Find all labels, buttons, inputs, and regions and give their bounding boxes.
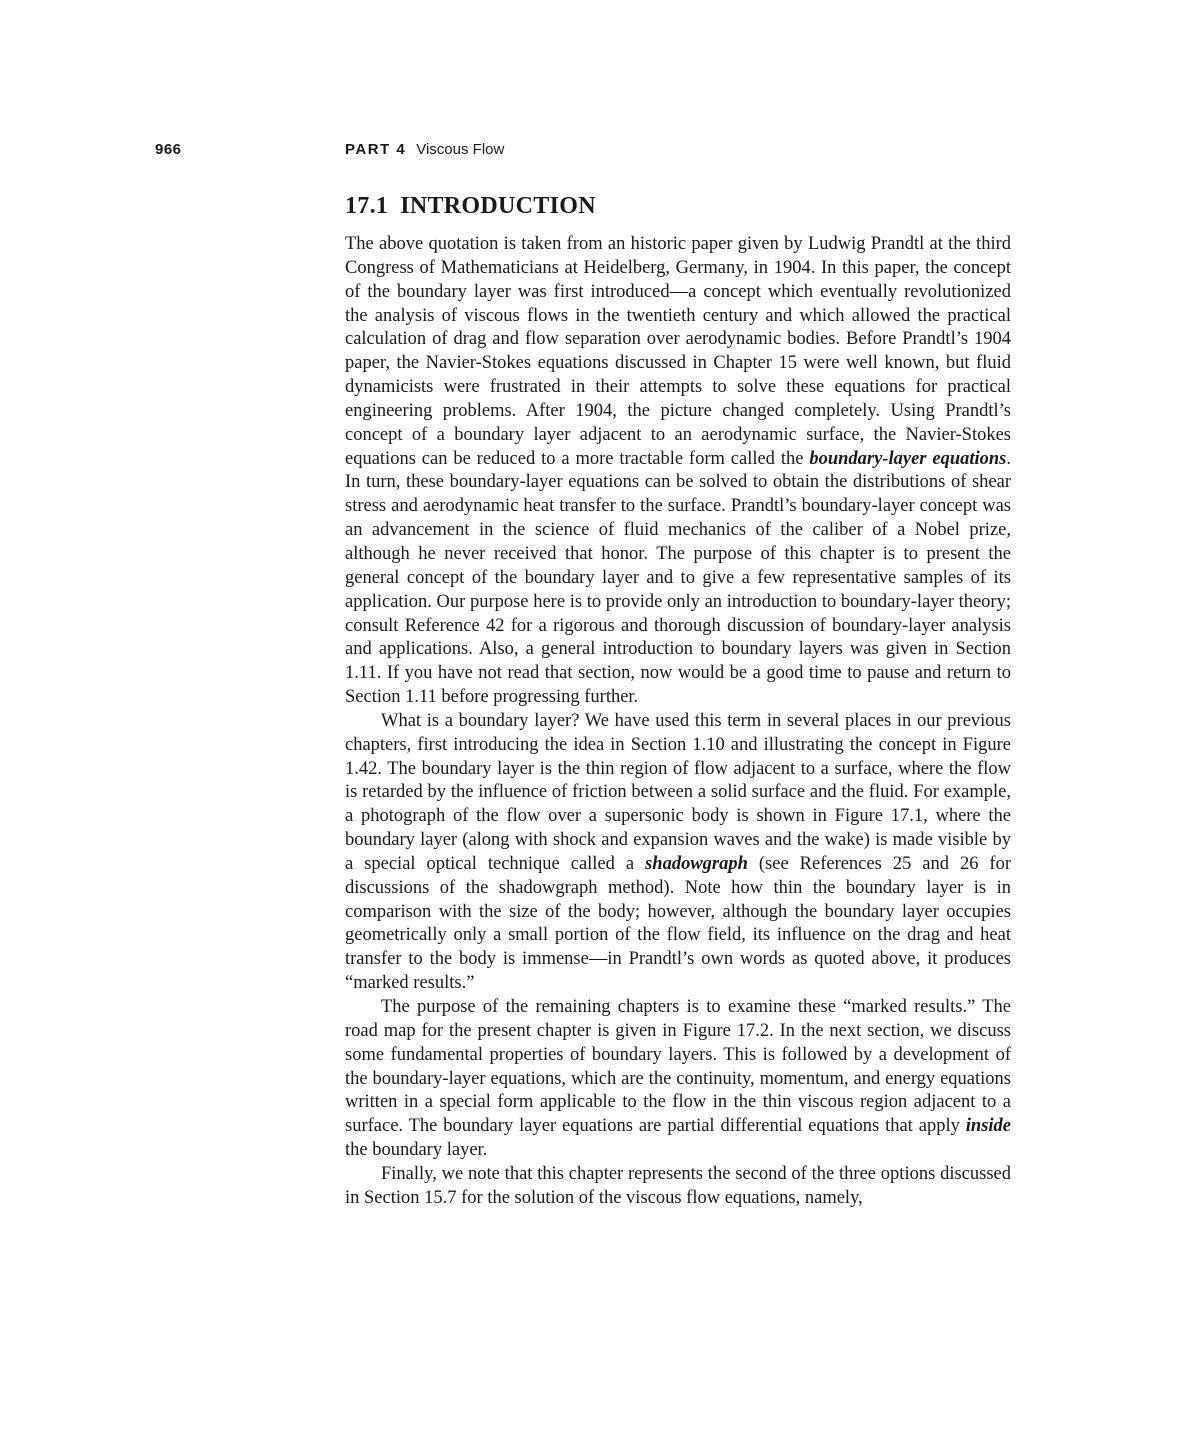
- paragraph-2: [345, 710, 1011, 996]
- section-title: INTRODUCTION: [400, 193, 596, 219]
- page-number: 966: [155, 141, 182, 158]
- paragraph-1: [345, 233, 1011, 710]
- part-title: Viscous Flow: [416, 141, 505, 158]
- paragraph-4: [345, 1163, 1011, 1211]
- paragraph-2-text-a: What is a boundary layer? We have used this term in several places in our previous chapters, first introducing the idea in Section 1.10 and illustrating the concept in Figure 1.42. The boundary layer is the thin region of flow adjacent to a surface, where the flow is retarded by the influence of friction between a solid surface and the fluid. For example, a photograph of the flow over a supersonic body is shown in Figure 17.1, where the boundary layer (along with shock and expansion waves and the wake) is made visible by a special optical technique called a: [345, 710, 1011, 874]
- body-text: [345, 233, 1011, 1211]
- paragraph-4-text: Finally, we note that this chapter represents the second of the three options discussed in Section 15.7 for the solution of the viscous flow equations, namely,: [345, 1163, 1011, 1208]
- paragraph-3-text-b: the boundary layer.: [345, 1140, 488, 1161]
- paragraph-2-emphasis: shadowgraph: [645, 853, 748, 874]
- paragraph-3-emphasis: inside: [965, 1116, 1011, 1137]
- running-head: [345, 141, 504, 158]
- paragraph-2-text-b: (see References 25 and 26 for discussions of the shadowgraph method). Note how thin the boundary layer is in comparison with the size of the body; however, although the boundary layer occupies geometrically only a small portion of the flow field, its influence on the drag and heat transfer to the body is immense—in Prandtl’s own words as quoted above, it produces “marked results.”: [345, 853, 1011, 994]
- paragraph-3-text-a: The purpose of the remaining chapters is to examine these “marked results.” The road map for the present chapter is given in Figure 17.2. In the next section, we discuss some fundamental properties of boundary layers. This is followed by a development of the boundary-layer equations, which are the continuity, momentum, and energy equations written in a special form applicable to the flow in the thin viscous region adjacent to a surface. The boundary layer equations are partial differential equations that apply: [345, 997, 1011, 1137]
- paragraph-1-text-b: . In turn, these boundary-layer equations can be solved to obtain the distributions of shear stress and aerodynamic heat transfer to the surface. Prandtl’s boundary-layer concept was an advancement in the science of fluid mechanics of the caliber of a Nobel prize, although he never received that honor. The purpose of this chapter is to present the general concept of the boundary layer and to give a few representative samples of its application. Our purpose here is to provide only an introduction to boundary-layer theory; consult Reference 42 for a rigorous and thorough discussion of boundary-layer analysis and applications. Also, a general introduction to boundary layers was given in Section 1.11. If you have not read that section, now would be a good time to pause and return to Section 1.11 before progressing further.: [345, 448, 1011, 708]
- paragraph-3: [345, 996, 1011, 1163]
- paragraph-1-text-a: The above quotation is taken from an historic paper given by Ludwig Prandtl at the third Congress of Mathematicians at Heidelberg, Germany, in 1904. In this paper, the concept of the boundary layer was first introduced—a concept which eventually revolutionized the analysis of viscous flows in the twentieth century and which allowed the practical calculation of drag and flow separation over aerodynamic bodies. Before Prandtl’s 1904 paper, the Navier-Stokes equations discussed in Chapter 15 were well known, but fluid dynamicists were frustrated in their attempts to solve these equations for practical engineering problems. After 1904, the picture changed completely. Using Prandtl’s concept of a boundary layer adjacent to an aerodynamic surface, the Navier-Stokes equations can be reduced to a more tractable form called the: [345, 234, 1011, 469]
- paragraph-1-emphasis: boundary-layer equations: [809, 448, 1007, 469]
- part-label: PART 4: [345, 141, 407, 158]
- section-number: 17.1: [345, 193, 389, 219]
- section-heading: [345, 193, 596, 220]
